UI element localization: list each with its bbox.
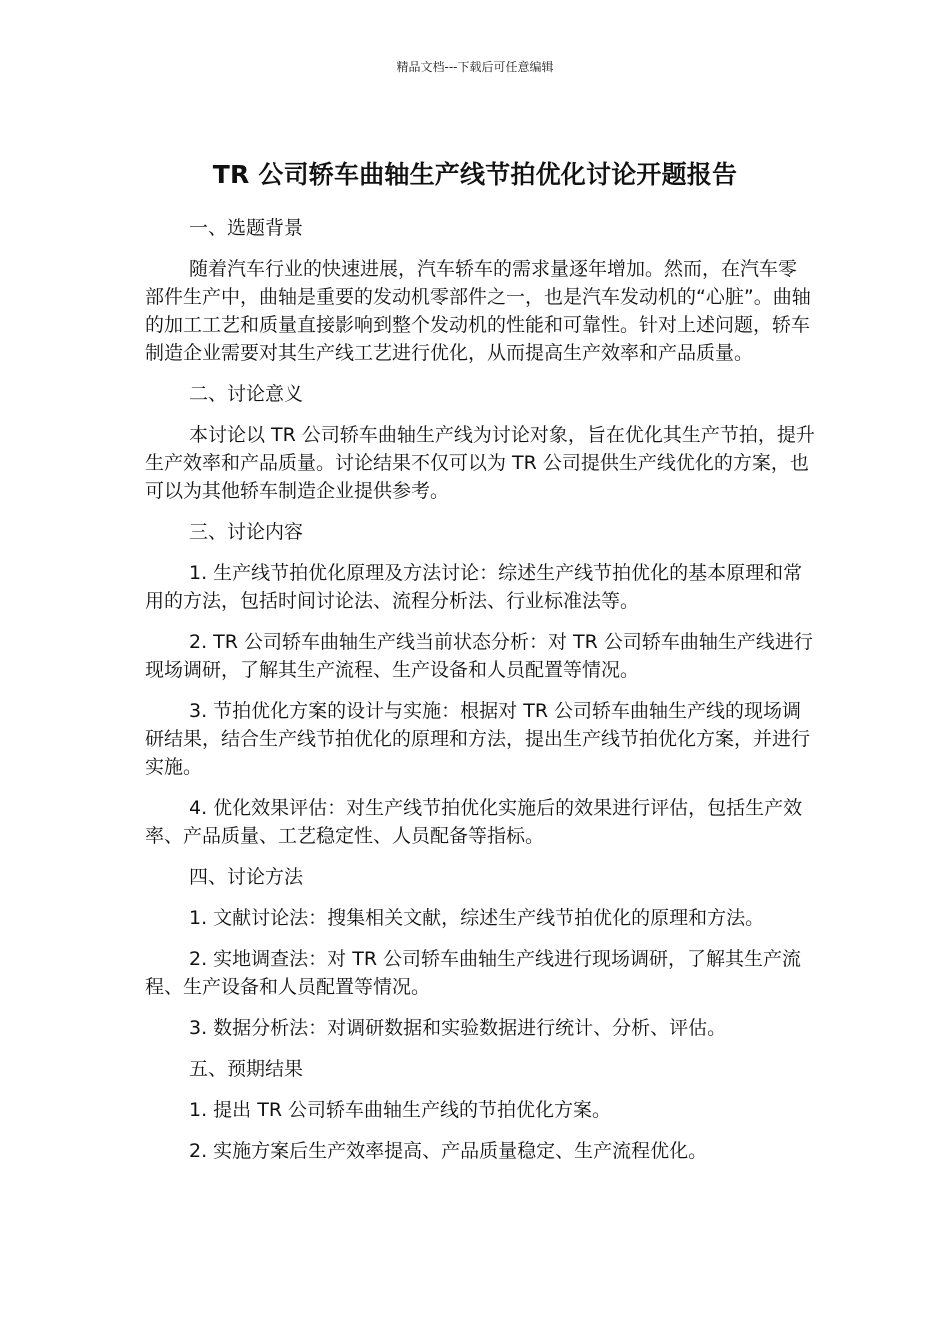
section-heading: 五、预期结果 (189, 1058, 304, 1080)
header-note: 精品文档---下载后可任意编辑 (396, 60, 554, 74)
section-heading: 一、选题背景 (189, 217, 304, 239)
list-item: 3. 数据分析法：对调研数据和实验数据进行统计、分析、评估。 (189, 1017, 727, 1039)
section-heading: 二、讨论意义 (189, 383, 304, 405)
list-item: 2. 实施方案后生产效率提高、产品质量稳定、生产流程优化。 (189, 1140, 708, 1162)
list-item: 4. 优化效果评估：对生产线节拍优化实施后的效果进行评估，包括生产效率、产品质量、工艺稳定性、人员配备等指标。 (145, 797, 803, 847)
list-item: 1. 提出 TR 公司轿车曲轴生产线的节拍优化方案。 (189, 1099, 612, 1121)
paragraph: 本讨论以 TR 公司轿车曲轴生产线为讨论对象，旨在优化其生产节拍，提升生产效率和产品质量。讨论结果不仅可以为 TR 公司提供生产线优化的方案，也可以为其他轿车制造企业提供参考。 (145, 424, 815, 502)
list-item: 2. 实地调查法：对 TR 公司轿车曲轴生产线进行现场调研，了解其生产流程、生产设备和人员配置等情况。 (145, 948, 802, 998)
list-item: 1. 文献讨论法：搜集相关文献，综述生产线节拍优化的原理和方法。 (189, 907, 765, 929)
list-item: 1. 生产线节拍优化原理及方法讨论：综述生产线节拍优化的基本原理和常用的方法，包括时间讨论法、流程分析法、行业标准法等。 (145, 562, 803, 612)
paragraph: 随着汽车行业的快速进展，汽车轿车的需求量逐年增加。然而，在汽车零部件生产中，曲轴是重要的发动机零部件之一，也是汽车发动机的“心脏”。曲轴的加工工艺和质量直接影响到整个发动机的性能和可靠性。针对上述问题，轿车制造企业需要对其生产线工艺进行优化，从而提高生产效率和产品质量。 (145, 258, 811, 364)
list-item: 2. TR 公司轿车曲轴生产线当前状态分析：对 TR 公司轿车曲轴生产线进行现场调研，了解其生产流程、生产设备和人员配置等情况。 (145, 631, 813, 681)
list-item: 3. 节拍优化方案的设计与实施：根据对 TR 公司轿车曲轴生产线的现场调研结果，结合生产线节拍优化的原理和方法，提出生产线节拍优化方案，并进行实施。 (145, 700, 811, 778)
section-heading: 四、讨论方法 (189, 866, 304, 888)
section-heading: 三、讨论内容 (189, 521, 304, 543)
document-title: TR 公司轿车曲轴生产线节拍优化讨论开题报告 (212, 159, 738, 189)
document-body (145, 214, 815, 1178)
